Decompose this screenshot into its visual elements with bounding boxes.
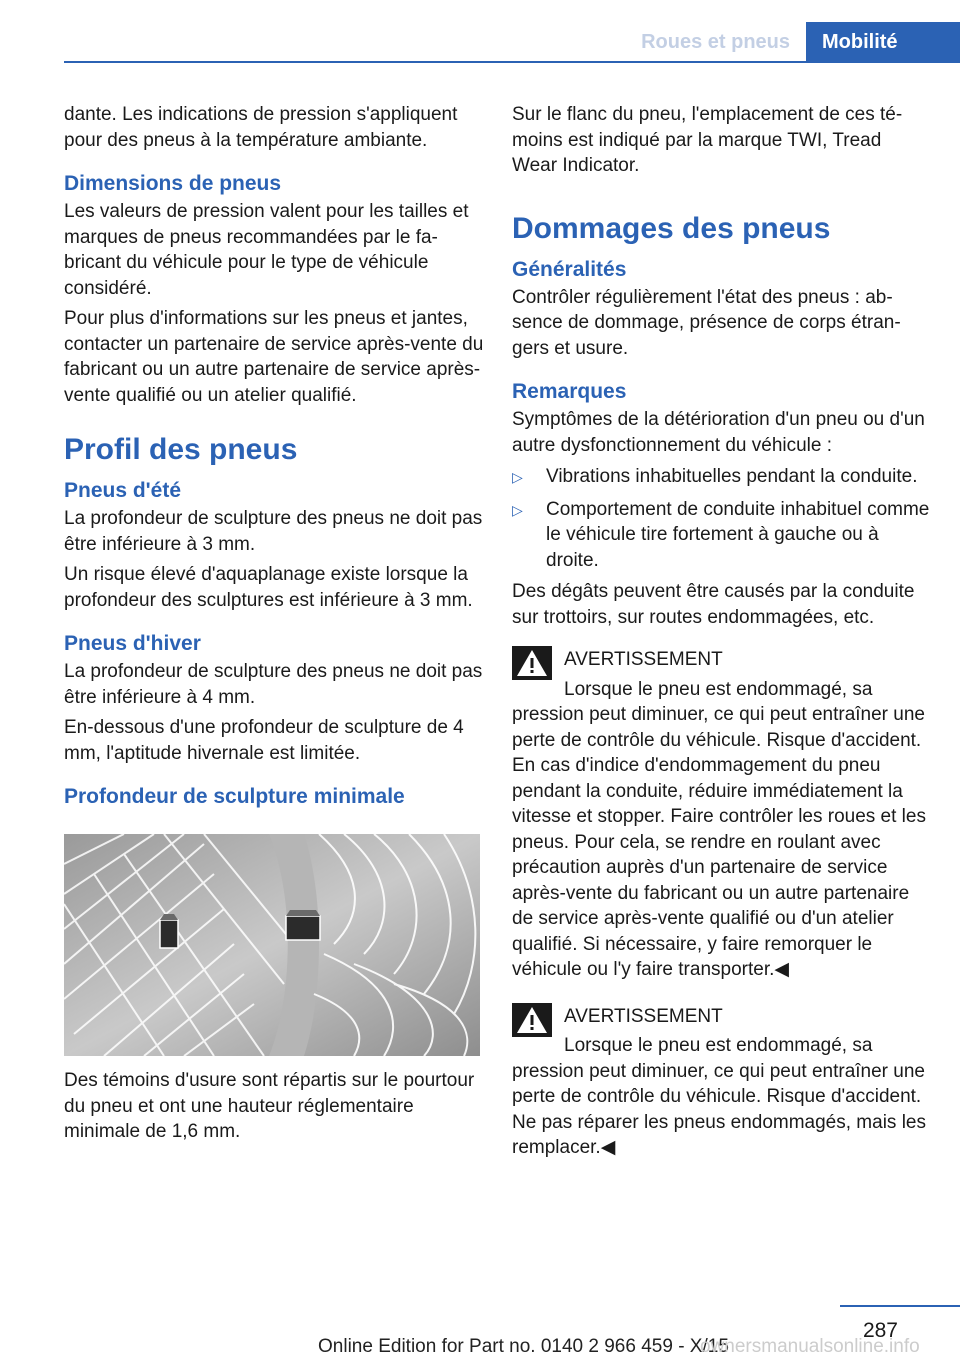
heading-pneus-ete: Pneus d'été <box>64 479 182 502</box>
watermark: ownersmanualsonline.info <box>700 1336 920 1357</box>
heading-dimensions: Dimensions de pneus <box>64 172 282 195</box>
tab-section: Roues et pneus <box>641 30 790 53</box>
minimale-paragraph-1: Des témoins d'usure sont répartis sur le pourtour du pneu et ont une hauteur réglementaire minimale de 1,6 mm. <box>64 1070 475 1142</box>
dimensions-paragraph-2: Pour plus d'informations sur les pneus et jantes, contacter un partenaire de service après-vente du fabricant ou un autre partenaire de service après-vente qualifié ou un atelier qualifié. <box>64 308 484 406</box>
warning-first-line: Lorsque le pneu est endommagé, sa <box>564 1035 873 1056</box>
heading-dommages: Dommages des pneus <box>512 211 831 245</box>
header-tabs <box>641 22 960 62</box>
list-item-text: Vibrations inhabituelles pendant la conduite. <box>546 466 918 487</box>
heading-pneus-hiver: Pneus d'hiver <box>64 632 201 655</box>
warning-triangle-icon <box>512 646 552 680</box>
hiver-paragraph-2: En-dessous d'une profondeur de sculpture de 4 mm, l'aptitude hivernale est limitée. <box>64 717 464 764</box>
hiver-paragraph-1: La profondeur de sculpture des pneus ne doit pas être inférieure à 4 mm. <box>64 661 483 708</box>
page-number: 287 <box>862 1319 898 1342</box>
bullet-triangle-icon: ▷ <box>512 469 523 485</box>
warning-triangle-icon <box>512 1003 552 1037</box>
warning-block-1 <box>512 644 930 983</box>
list-item <box>512 497 930 574</box>
tire-tread-illustration <box>64 834 480 1056</box>
degats-paragraph: Des dégâts peuvent être causés par la conduite sur trottoirs, sur routes endommagées, etc. <box>512 581 915 628</box>
list-item <box>512 464 930 491</box>
list-item-text: Comportement de conduite inhabituel comme le véhicule tire fortement à gauche ou à droite. <box>546 498 930 571</box>
dimensions-paragraph-1: Les valeurs de pression valent pour les tailles et marques de pneus recommandées par le fabricant du véhicule pour le type de véhicule considéré. <box>64 201 469 299</box>
tab-chapter: Mobilité <box>806 22 960 62</box>
warning-title: AVERTISSEMENT <box>564 1005 723 1027</box>
footer-edition: Online Edition for Part no. 0140 2 966 459 - X/15 <box>318 1336 729 1357</box>
warning-text: pression peut diminuer, ce qui peut entraîner une perte de contrôle du véhicule. Risque d'accident. En cas d'indice d'endommagement du pneu pendant la conduite, réduire immédiatement la vitesse et stopper. Faire contrôler les roues et les pneus. Pour cela, se rendre en roulant avec précaution auprès d'un partenaire de service après-vente du fabricant ou un autre partenaire de service après-vente qualifié ou d'un atelier qualifié. Si nécessaire, y faire remorquer le véhicule ou l'y faire transporter.◀ <box>512 704 926 980</box>
right-column <box>512 102 930 1179</box>
remarques-paragraph: Symptômes de la détérioration d'un pneu ou d'un autre dysfonctionnement du véhicule : <box>512 409 925 456</box>
ete-paragraph-2: Un risque élevé d'aquaplanage existe lorsque la profondeur des sculptures est inférieure à 3 mm. <box>64 564 473 611</box>
heading-remarques: Remarques <box>512 380 627 403</box>
warning-title: AVERTISSEMENT <box>564 649 723 670</box>
warning-text: pression peut diminuer, ce qui peut entraîner une perte de contrôle du véhicule. Risque d'accident. Ne pas réparer les pneus endommagés, mais les remplacer.◀ <box>512 1060 926 1158</box>
footer-rule <box>840 1305 960 1307</box>
left-column <box>64 102 484 1150</box>
heading-profil: Profil des pneus <box>64 433 298 466</box>
twi-paragraph: Sur le flanc du pneu, l'emplacement de ces témoins est indiqué par la marque TWI, Tread Wear Indicator. <box>512 104 903 176</box>
warning-block-2 <box>512 1001 930 1161</box>
intro-paragraph: dante. Les indications de pression s'appliquent pour des pneus à la température ambiante. <box>64 104 458 151</box>
ete-paragraph-1: La profondeur de sculpture des pneus ne doit pas être inférieure à 3 mm. <box>64 508 483 555</box>
heading-profondeur-minimale: Profondeur de sculpture minimale <box>64 785 405 808</box>
warning-first-line: Lorsque le pneu est endommagé, sa <box>564 678 873 700</box>
symptom-list <box>512 464 930 573</box>
bullet-triangle-icon: ▷ <box>512 501 523 518</box>
generalites-paragraph: Contrôler régulièrement l'état des pneus : absence de dommage, présence de corps étrangers et usure. <box>512 286 901 359</box>
header-rule <box>64 61 960 63</box>
heading-generalites: Généralités <box>512 257 627 281</box>
